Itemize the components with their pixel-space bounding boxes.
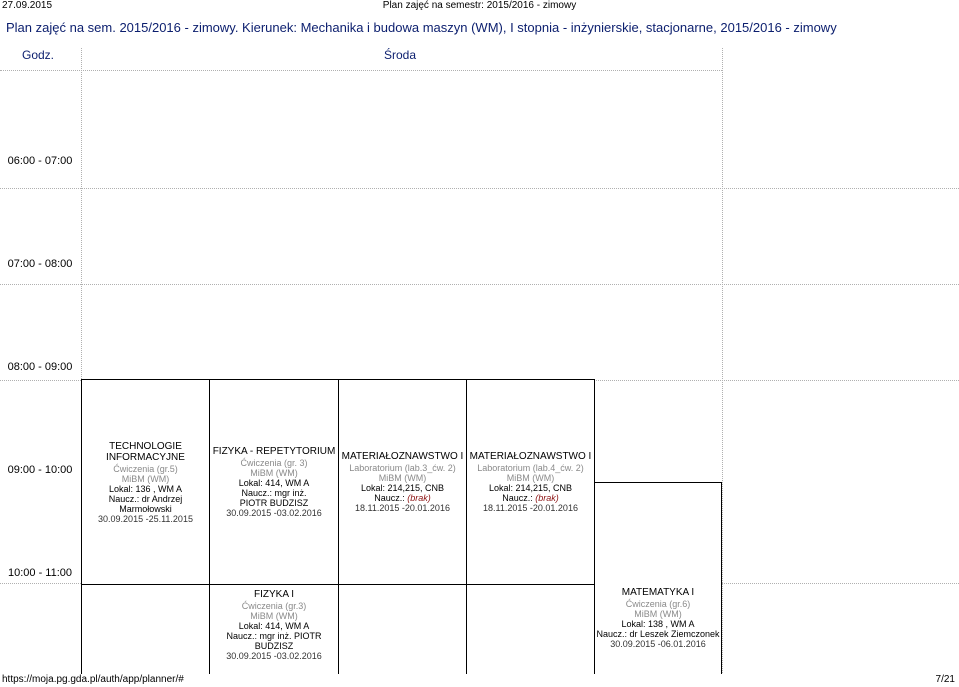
class-dates: 30.09.2015 -03.02.2016 [226, 651, 322, 661]
class-group: Laboratorium (lab.3_ćw. 2) [349, 463, 456, 473]
class-block[interactable] [338, 379, 467, 585]
teacher-value: (brak) [535, 493, 559, 503]
class-dates: 30.09.2015 -06.01.2016 [610, 639, 706, 649]
time-slot-label: 09:00 - 10:00 [7, 464, 73, 476]
class-unit: MiBM (WM) [121, 473, 170, 484]
class-block[interactable] [209, 379, 339, 585]
page-title: Plan zajęć na sem. 2015/2016 - zimowy. Kierunek: Mechanika i budowa maszyn (WM), I stopnia - inżynierskie, stacjonarne, 2015/2016 - zimowy [6, 20, 837, 35]
document-title: Plan zajęć na semestr: 2015/2016 - zimowy [382, 0, 577, 11]
class-group: Laboratorium (lab.4_ćw. 2) [477, 463, 584, 473]
time-slot-label: 07:00 - 08:00 [7, 258, 73, 270]
grid-line-horizontal [0, 188, 959, 189]
teacher-label: Naucz.: [226, 631, 257, 641]
location-label: Lokal: [238, 621, 263, 631]
class-group: Ćwiczenia (gr.3) [241, 601, 307, 611]
location-label: Lokal: [108, 483, 133, 494]
class-block[interactable] [466, 379, 595, 585]
class-block[interactable] [209, 584, 339, 674]
teacher-label: Naucz.: [241, 488, 272, 498]
teacher-value: dr Leszek Ziemczonek [629, 629, 720, 639]
class-group: Ćwiczenia (gr. 3) [240, 458, 308, 468]
location-value: 414, WM A [265, 621, 310, 631]
class-subject: MATERIAŁOZNAWSTWO I [469, 451, 592, 462]
class-group: Ćwiczenia (gr.5) [113, 463, 178, 474]
class-subject: FIZYKA I [253, 589, 294, 600]
class-unit: MiBM (WM) [250, 611, 298, 621]
class-dates: 30.09.2015 -03.02.2016 [226, 508, 322, 518]
teacher-value: mgr inż. PIOTR BUDZISZ [239, 488, 309, 508]
class-dates: 18.11.2015 -20.01.2016 [355, 503, 450, 513]
location-value: 214,215, CNB [515, 483, 573, 493]
class-subject: MATEMATYKA I [621, 587, 695, 598]
teacher-label: Naucz.: [374, 493, 405, 503]
class-subject: TECHNOLOGIE INFORMACYJNE [106, 440, 185, 463]
class-dates: 18.11.2015 -20.01.2016 [483, 503, 578, 513]
class-group: Ćwiczenia (gr.6) [625, 599, 691, 609]
location-label: Lokal: [238, 478, 263, 488]
class-unit: MiBM (WM) [506, 473, 555, 483]
teacher-value: mgr inż. PIOTR BUDZISZ [254, 631, 322, 651]
class-dates: 30.09.2015 -25.11.2015 [98, 513, 193, 524]
column-header-hours: Godz. [22, 48, 55, 62]
location-label: Lokal: [360, 483, 385, 493]
class-block-empty [338, 584, 467, 674]
location-value: 138 , WM A [648, 619, 695, 629]
class-block[interactable] [81, 379, 210, 585]
location-label: Lokal: [621, 619, 646, 629]
location-value: 214,215, CNB [387, 483, 445, 493]
time-slot-label: 06:00 - 07:00 [7, 155, 73, 167]
location-label: Lokal: [488, 483, 513, 493]
class-subject: FIZYKA - REPETYTORIUM [212, 446, 336, 457]
teacher-value: dr Andrzej Marmołowski [119, 493, 183, 514]
class-block[interactable] [594, 482, 722, 674]
print-date: 27.09.2015 [2, 0, 53, 11]
class-subject: MATERIAŁOZNAWSTWO I [341, 451, 464, 462]
time-slot-label: 08:00 - 09:00 [7, 361, 73, 373]
teacher-label: Naucz.: [502, 493, 533, 503]
grid-line-horizontal [0, 284, 959, 285]
teacher-label: Naucz.: [108, 493, 140, 504]
class-unit: MiBM (WM) [250, 468, 298, 478]
column-header-day: Środa [384, 48, 417, 62]
page-number: 7/21 [935, 674, 955, 685]
grid-line-vertical [722, 48, 723, 673]
time-slot-label: 10:00 - 11:00 [7, 567, 72, 579]
teacher-label: Naucz.: [596, 629, 627, 639]
class-block-empty [466, 584, 595, 674]
grid-line-horizontal [0, 70, 722, 71]
footer-url: https://moja.pg.gda.pl/auth/app/planner/# [2, 674, 184, 685]
location-value: 136 , WM A [135, 483, 183, 494]
teacher-value: (brak) [407, 493, 431, 503]
class-unit: MiBM (WM) [378, 473, 427, 483]
class-unit: MiBM (WM) [634, 609, 682, 619]
location-value: 414, WM A [265, 478, 310, 488]
class-block-empty [81, 584, 210, 674]
